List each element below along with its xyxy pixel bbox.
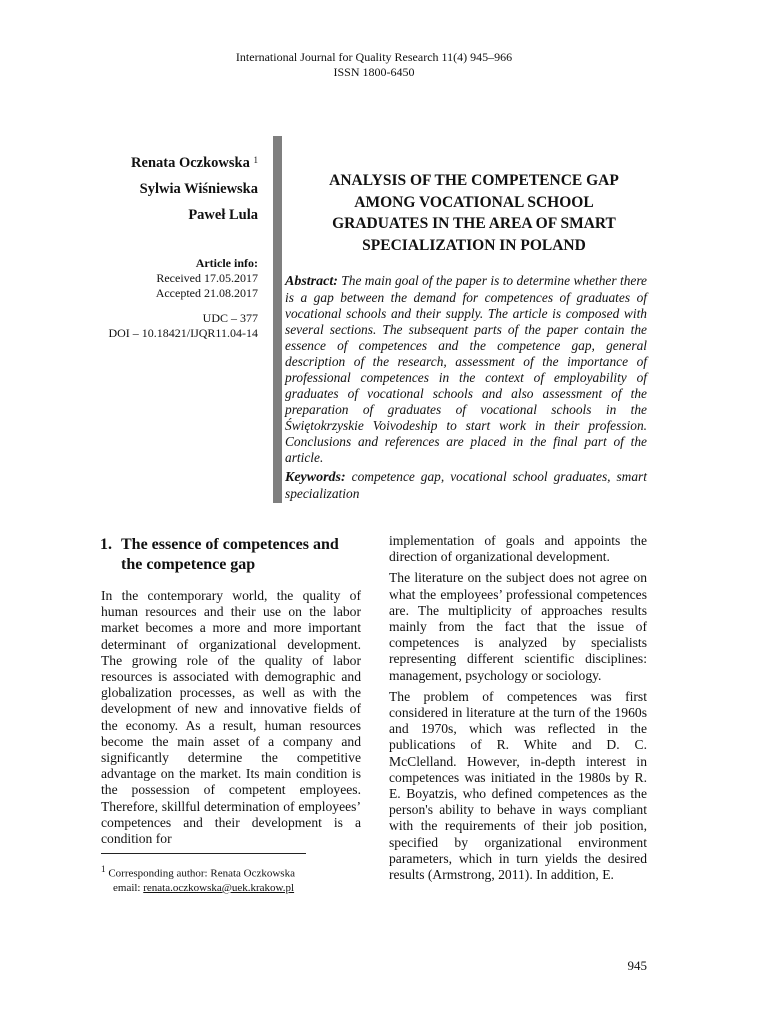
- footnote-mark: 1: [101, 864, 106, 874]
- udc-code: UDC – 377: [202, 311, 258, 325]
- abstract-label: Abstract:: [285, 274, 338, 289]
- author-list: [131, 150, 258, 228]
- page-number: 945: [627, 958, 647, 973]
- email-link[interactable]: renata.oczkowska@uek.krakow.pl: [143, 881, 295, 894]
- article-info-heading: Article info:: [195, 256, 258, 270]
- paragraph: In the contemporary world, the quality of human resources and their use on the labor market becomes a more and more important determinant of organizational development. The growing role of the quality of labor resources is associated with demographic and globalization processes, as well as with the development of new and innovative fields of the economy. As a result, human resources become the main asset of a company and significantly determine the competitive advantage on the market. Its main condition is the possession of competent employees. Therefore, skillful determination of employees’ competences and their development is a condition for: [101, 588, 361, 847]
- keywords-label: Keywords:: [285, 470, 346, 485]
- footnote: [101, 862, 295, 895]
- paper-title: [290, 170, 658, 256]
- accepted-date: Accepted 21.08.2017: [155, 286, 258, 300]
- paragraph: The problem of competences was first considered in literature at the turn of the 1960s and 1970s, which was reflected in the publications of R. White and D. C. McClelland. However, in-depth interest in competences was initiated in the 1980s by R. E. Boyatzis, who defined competences as the person's ability to behave in ways compliant with the requirements of their job position, specified by organizational environment parameters, which in turn yields the desired results (Armstrong, 2011). In addition, E.: [389, 688, 647, 883]
- left-column: [101, 588, 361, 852]
- vertical-divider: [273, 136, 282, 503]
- title-line: AMONG VOCATIONAL SCHOOL: [354, 193, 594, 211]
- keywords-text: competence gap, vocational school graduates, smart specialization: [285, 469, 647, 501]
- section-heading: [100, 535, 362, 575]
- issn: ISSN 1800-6450: [333, 65, 415, 79]
- paragraph: implementation of goals and appoints the direction of organizational development.: [389, 533, 647, 565]
- author-name: Paweł Lula: [188, 207, 258, 223]
- keywords: [285, 469, 647, 502]
- footnote-text: Corresponding author: Renata Oczkowska: [108, 867, 295, 880]
- abstract: [285, 273, 647, 466]
- right-column: [389, 533, 647, 888]
- footnote-rule: [101, 853, 306, 854]
- paragraph: The literature on the subject does not agree on what the employees’ professional competences are. The multiplicity of approaches results mainly from the fact that the issue of competences is analyzed by specialists representing different scientific disciplines: management, psychology or sociology.: [389, 570, 647, 683]
- footnote-mark: 1: [253, 155, 258, 165]
- author-name: Sylwia Wiśniewska: [139, 181, 258, 197]
- doi: DOI – 10.18421/IJQR11.04-14: [108, 326, 258, 340]
- title-line: GRADUATES IN THE AREA OF SMART: [332, 215, 616, 232]
- title-line: ANALYSIS OF THE COMPETENCE GAP: [329, 172, 619, 189]
- journal-header: International Journal for Quality Research 11(4) 945–966: [235, 50, 513, 64]
- section-title: The essence of competences and the competence gap: [121, 536, 339, 573]
- abstract-text: The main goal of the paper is to determine whether there is a gap between the demand for competences of graduates of vocational schools and their supply. The article is composed with several sections. The subsequent parts of the paper contain the essence of competences and the competence gap, general description of the research, assessment of the importance of professional competences in the context of employability of graduates of vocational schools and also assessment of the preparation of graduates of vocational schools in the Świętokrzyskie Voivodeship to start work in their profession. Conclusions and references are placed in the final part of the article.: [285, 273, 647, 465]
- email-label: email:: [113, 881, 141, 894]
- received-date: Received 17.05.2017: [156, 271, 258, 285]
- author-name: Renata Oczkowska $^1$: [131, 155, 258, 171]
- section-number: 1.: [100, 536, 112, 553]
- title-line: SPECIALIZATION IN POLAND: [362, 236, 586, 254]
